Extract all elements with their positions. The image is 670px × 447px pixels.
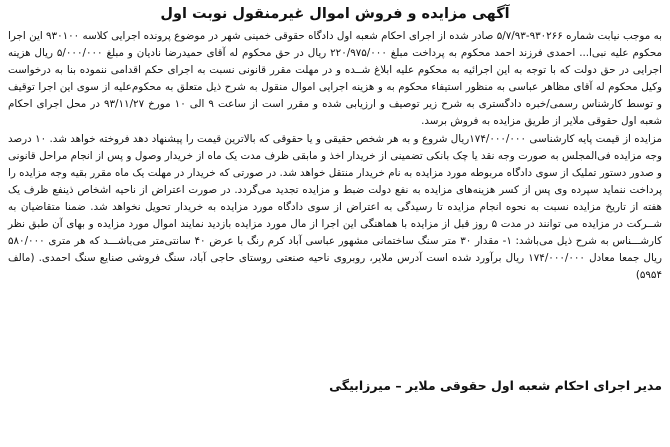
notice-title: آگهی مزایده و فروش اموال غیرمنقول نوبت اول [160, 6, 510, 22]
notice-signature: مدیر اجرای احکام شعبه اول حقوقی ملایر – میرزابیگی [329, 378, 662, 393]
notice-paragraph-1: به موجب نیابت شماره ۹۳۰۲۶۶-۵/۷/۹۳ صادر شده از اجرای احکام شعبه اول دادگاه حقوقی خمینی شهر در موضوع پرونده اجرایی کلاسه ۹۳۰۱۰۰ این اجرا محکوم علیه نبی‌ا... احمدی فرزند احمد محکوم به پرداخت مبلغ ۲۲۰/۹۷۵/۰۰۰ ریال در حق محکوم له آقای حمیدرضا نادیان و مبلغ ۵/۰۰۰/۰۰۰ ریال هزینه اجرایی در حق دولت که با توجه به این اجرائیه به محکوم علیه ابلاغ شــده و در مهلت مقرر قانونی نسبت به اجرای حکم اقدامی ننموده بنا به درخواست وکیل محکوم له آقای مظاهر عباسی به منظور استیفاء محکوم به و هزینه اجرایی اموال منقول به شرح ذیل متعلق به محکوم‌علیه از سوی این اجرا توقیف و توسط کارشناس رسمی/خبره دادگستری به شرح زیر توصیف و ارزیابی شده و مقرر است از ساعت ۹ الی ۱۰ مورخ ۹۳/۱۱/۲۷ در محل اجرای احکام شعبه اول حقوقی ملایر از طریق مزایده به فروش برسد. [8, 30, 662, 128]
notice-paragraph-2: مزایده از قیمت پایه کارشناسی ۱۷۴/۰۰۰/۰۰۰ریال شروع و به هر شخص حقیقی و یا حقوقی که بالاترین قیمت را پیشنهاد دهد فروخته خواهد شد. ۱۰ درصد وجه مزایده فی‌المجلس به صورت وجه نقد یا چک بانکی تضمینی از خریدار اخذ و مابقی ظرف مدت یک ماه از خریدار وصول و پس از انجام مراحل قانونی و صدور دستور تملیک از سوی دادگاه مربوطه مورد مزایده به نام خریدار منتقل خواهد شد. در صورتی که خریدار در مهلت یک ماه مقرر بقیه وجه مزایده را پرداخت ننماید سپرده وی پس از کسر هزینه‌های مزایده به نفع دولت ضبط و مزایده تجدید می‌گردد. در صورت اعتراض از ناحیه اشخاص ذینفع ظرف یک هفته از تاریخ مزایده نسبت به نحوه انجام مزایده تا رسیدگی به اعتراض از سوی دادگاه مورد مزایده به خریدار تحویل نخواهد شد. ضمنا متقاضیان به شــرکت در مزایده می توانند در مدت ۵ روز قبل از مزایده با هماهنگی این اجرا از مال مورد مزایده بازدید نمایند اموال مورد مزایده و بهای آن طبق نظر کارشـــناس به شرح ذیل می‌باشد: ۱- مقدار ۳۰ متر سنگ ساختمانی مشهور عباسی آباد کرم رنگ با عرض ۴۰ سانتی‌متر می‌باشـــد که هر متری ۵۸۰/۰۰۰ ریال جمعا معادل ۱۷۴/۰۰۰/۰۰۰ ریال برآورد شده است آدرس ملایر، روبروی ناحیه صنعتی روستای حاجی آباد، سنگ فروشی صنایع سنگ احمدی. (مالف ۵۹۵۴) [8, 132, 662, 282]
